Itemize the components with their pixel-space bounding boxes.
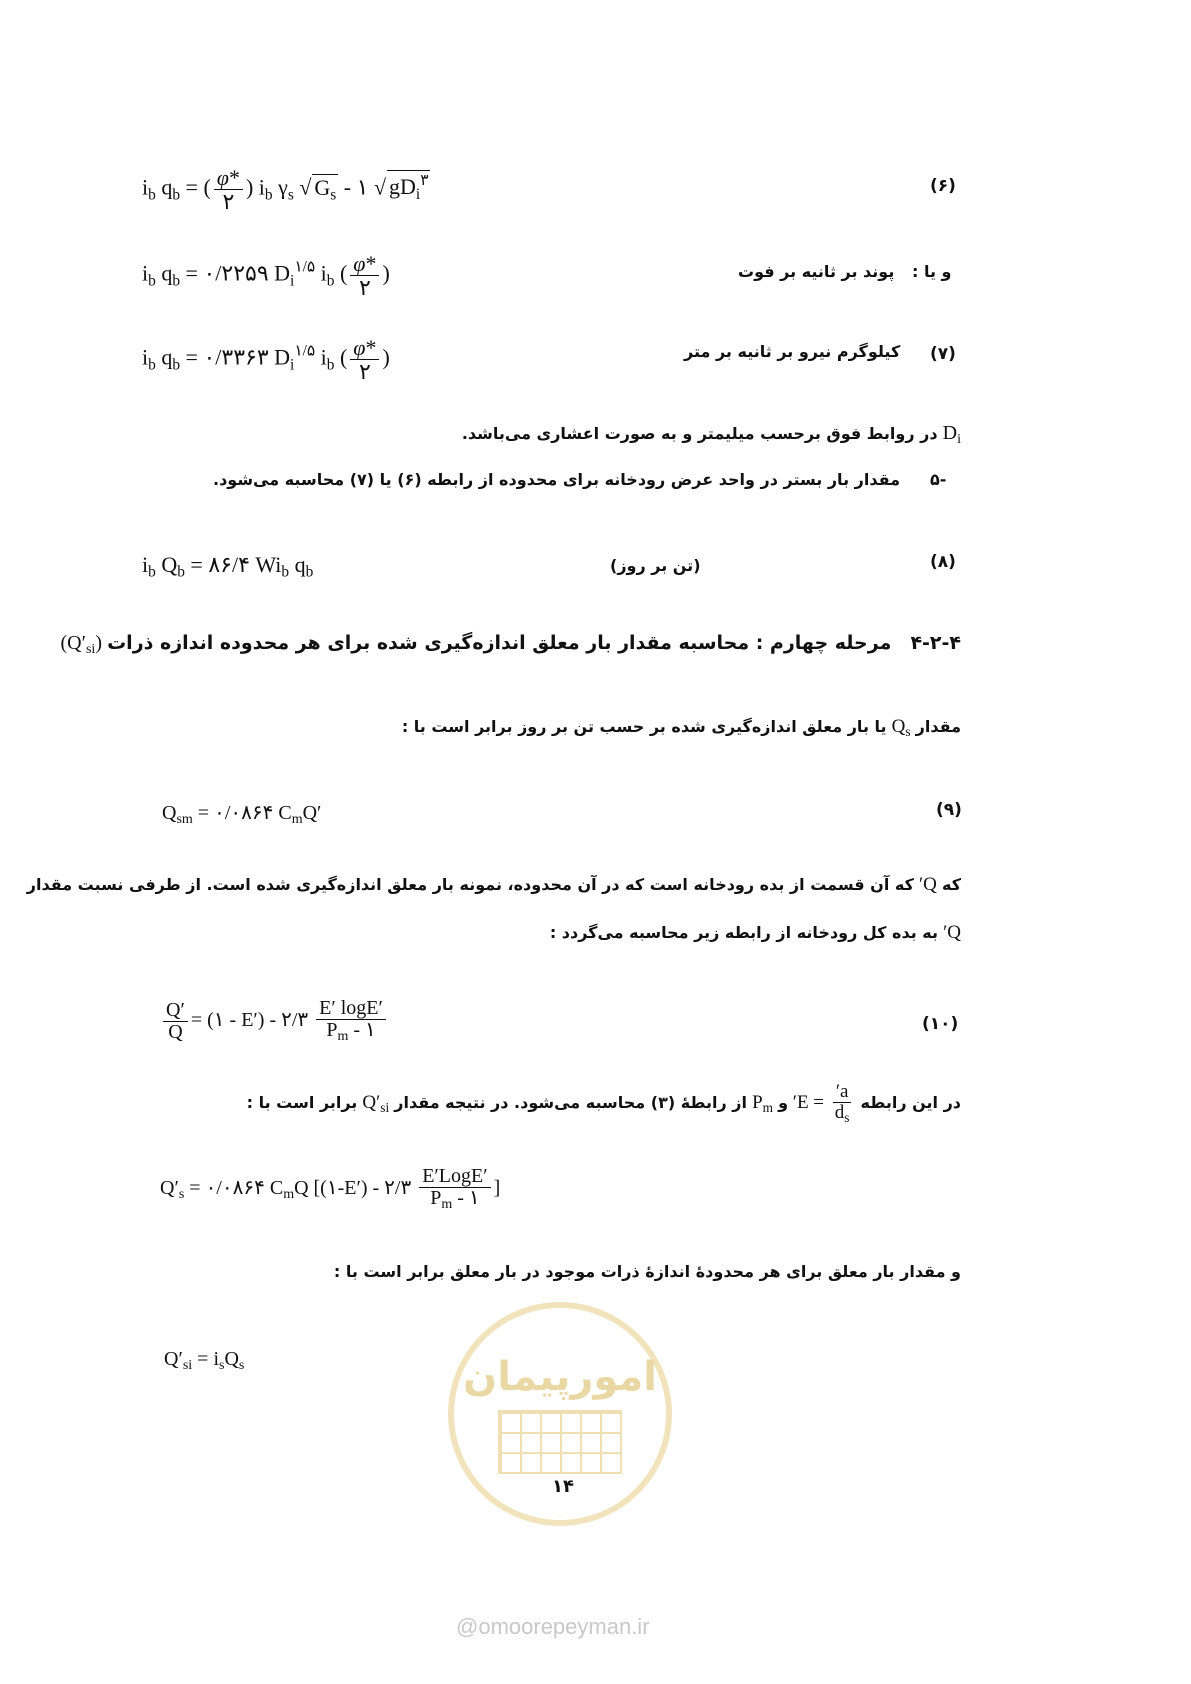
equation-9: $Q_{sm}$ = ۰/۰۸۶۴ $C_mQ'$ — [162, 802, 322, 828]
equation-11: $Q'_s$ = ۰/۰۸۶۴ $C_mQ$ [(۱-E′) - ۲/۳ $\frac{\text{E′LogE′}}{P_m - ۱}$ ] — [160, 1165, 501, 1213]
equation-number-10: (۱۰) — [922, 1014, 959, 1034]
equation-number-9: (۹) — [936, 800, 962, 820]
equation-12: $Q'_{si} = i_sQ_s$ — [164, 1348, 245, 1374]
qprime-paragraph-line1: که Q′ که آن قسمت از بده رودخانه است که در آن محدوده، نمونه بار معلق اندازه‌گیری شده است. از طرفی نسبت مقدار — [26, 874, 961, 895]
qprime-paragraph-line2: Q′ به بده کل رودخانه از رابطه زیر محاسبه می‌گردد : — [549, 922, 961, 943]
section-title: مرحله چهارم : محاسبه مقدار بار معلق اندازه‌گیری شده برای هر محدوده اندازه ذرات — [107, 632, 892, 654]
equation-8-unit: (تن بر روز) — [610, 556, 701, 575]
eprime-paragraph: در این رابطه $\frac{a'}{d_s}$ = E′ و $P_m$ از رابطهٔ (۳) محاسبه می‌شود. در نتیجه مقدار $Q'_{si}$ برابر است با : — [246, 1081, 961, 1125]
equation-7: $i_b$ $q_b$ = ۰/۳۳۶۳ $D_i^{۱/۵}$ $i_b$ ( $\frac{\varphi*}{۲}$ ) — [142, 335, 390, 385]
di-note: $D_i$ در روابط فوق برحسب میلیمتر و به صورت اعشاری می‌باشد. — [461, 422, 961, 448]
equation-6b-unit: پوند بر ثانیه بر فوت — [738, 262, 895, 281]
page-number: ۱۴ — [552, 1476, 574, 1497]
stamp-grid-icon — [498, 1410, 622, 1474]
stamp-text: امورپیمان — [463, 1354, 657, 1400]
equation-6: $i_b$ $q_b$ = ( $\frac{\varphi*}{۲}$ ) $i_b$ $\gamma_s$ √ $G_s$ - ۱ √ $gD_i^۳$ — [142, 165, 429, 215]
equation-6b: $i_b$ $q_b$ = ۰/۲۲۵۹ $D_i^{۱/۵}$ $i_b$ ( $\frac{\varphi*}{۲}$ ) — [142, 251, 390, 301]
equation-number-6: (۶) — [930, 176, 956, 196]
section-number: ۴-۲-۴ — [910, 632, 961, 654]
equation-number-7: (۷) — [930, 344, 956, 364]
equation-number-8: (۸) — [930, 552, 956, 572]
final-paragraph: و مقدار بار معلق برای هر محدودهٔ اندازهٔ ذرات موجود در بار معلق برابر است با : — [333, 1262, 961, 1281]
equation-7-unit: کیلوگرم نیرو بر ثانیه بر متر — [684, 342, 901, 361]
qs-intro: مقدار $Q_s$ یا بار معلق اندازه‌گیری شده بر حسب تن بر روز برابر است با : — [401, 716, 961, 739]
equation-10: $\frac{Q'}{Q}$ = (۱ - E′) - ۲/۳ $\frac{E' \log E'}{P_m - ۱}$ — [160, 998, 389, 1045]
watermark: @omoorepeyman.ir — [456, 1614, 650, 1639]
step-5-number: -۵ — [930, 470, 947, 489]
step-5-text: مقدار بار بستر در واحد عرض رودخانه برای محدوده از رابطه (۶) یا (۷) محاسبه می‌شود. — [213, 470, 900, 489]
equation-6b-lead: و یا : — [912, 262, 952, 281]
equation-8: $i_b$ $Q_b$ = ۸۶/۴ $Wi_b$ $q_b$ — [142, 552, 314, 581]
section-heading: ۴-۲-۴ مرحله چهارم : محاسبه مقدار بار معلق اندازه‌گیری شده برای هر محدوده اندازه ذرات $(Q'_{si})$ — [60, 632, 961, 658]
